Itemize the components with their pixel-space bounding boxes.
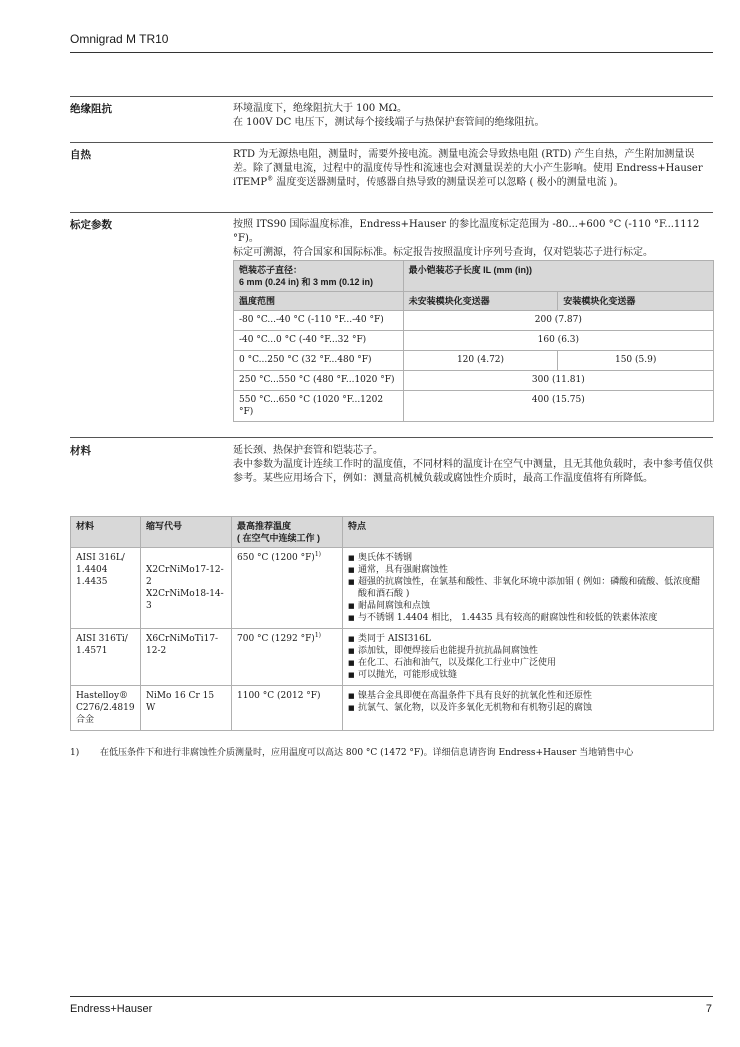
table-cell: -80 °C...-40 °C (-110 °F...-40 °F) bbox=[234, 311, 404, 331]
temp-value: 1100 °C (2012 °F) bbox=[237, 691, 321, 701]
section-label-calibration: 标定参数 bbox=[70, 219, 112, 231]
table-cell: 250 °C...550 °C (480 °F...1020 °F) bbox=[234, 371, 404, 391]
header-text: 最高推荐温度 bbox=[237, 521, 292, 531]
section-label-materials: 材料 bbox=[70, 445, 91, 457]
table-cell: 300 (11.81) bbox=[403, 371, 713, 391]
section-body-calibration bbox=[233, 218, 713, 260]
section-divider bbox=[70, 212, 713, 213]
list-item: ■ 添加钛，即便焊接后也能提升抗抗晶间腐蚀性 bbox=[348, 645, 708, 657]
table-header-cell: 材料 bbox=[71, 517, 141, 548]
materials-table bbox=[70, 516, 714, 731]
table-header-cell: 未安装模块化变送器 bbox=[403, 292, 558, 311]
table-cell: -40 °C...0 °C (-40 °F...32 °F) bbox=[234, 331, 404, 351]
page-number: 7 bbox=[705, 1003, 712, 1015]
list-item: ■ 超强的抗腐蚀性，在氯基和酸性、非氧化环境中添加钼 ( 例如：磷酸和硫酸、低浓度醋酸和酒石酸 ) bbox=[348, 576, 708, 600]
footnote-text: 在低压条件下和进行非腐蚀性介质测量时，应用温度可以高达 800 °C (1472 °F)。详细信息请咨询 Endress+Hauser 当地销售中心 bbox=[100, 748, 634, 758]
header-text: 铠装芯子直径： bbox=[239, 265, 303, 275]
material-line: 1.4571 bbox=[76, 646, 108, 656]
code-line bbox=[146, 552, 226, 564]
footnote-ref: 1) bbox=[314, 632, 321, 639]
code-cell bbox=[141, 548, 232, 629]
table-row bbox=[234, 391, 714, 422]
temp-value: 700 °C (1292 °F) bbox=[237, 634, 315, 644]
table-row bbox=[234, 371, 714, 391]
temp-value: 650 °C (1200 °F) bbox=[237, 553, 315, 563]
text-part: 温度变送器测量时，传感器自热导致的测量误差可以忽略 ( 极小的测量电流 )。 bbox=[273, 177, 624, 188]
table-cell: 0 °C...250 °C (32 °F...480 °F) bbox=[234, 351, 404, 371]
section-label-insulation: 绝缘阻抗 bbox=[70, 103, 112, 115]
table-cell: 400 (15.75) bbox=[403, 391, 713, 422]
table-header-cell bbox=[232, 517, 343, 548]
list-item: ■ 镍基合金具即便在高温条件下具有良好的抗氧化性和还原性 bbox=[348, 690, 708, 702]
table-header-row bbox=[71, 517, 714, 548]
section-label-self-heating: 自热 bbox=[70, 149, 91, 161]
text-paragraph bbox=[233, 148, 713, 190]
table-row bbox=[71, 548, 714, 629]
feature-list bbox=[348, 690, 708, 714]
list-item: ■ 与不锈钢 1.4404 相比， 1.4435 具有较高的耐腐蚀性和较低的铁素体浓度 bbox=[348, 612, 708, 624]
table-row bbox=[71, 629, 714, 686]
table-cell: 200 (7.87) bbox=[403, 311, 713, 331]
calibration-table bbox=[233, 260, 714, 422]
text-line: 按照 ITS90 国际温度标准，Endress+Hauser 的参比温度标定范围为 -80...+600 °C (-110 °F...1112 °F)。 bbox=[233, 219, 700, 244]
material-line: AISI 316Ti/ bbox=[76, 634, 128, 644]
list-item: ■ 抗氯气、氯化物，以及许多氧化无机物和有机物引起的腐蚀 bbox=[348, 702, 708, 714]
code-line: X2CrNiMo17-12-2 bbox=[146, 565, 224, 587]
section-divider bbox=[70, 96, 713, 97]
code-cell bbox=[141, 629, 232, 686]
table-cell: 160 (6.3) bbox=[403, 331, 713, 351]
temp-cell bbox=[232, 629, 343, 686]
features-cell bbox=[343, 548, 714, 629]
table-row bbox=[71, 686, 714, 731]
footnote bbox=[70, 746, 633, 760]
features-cell bbox=[343, 629, 714, 686]
footer-brand: Endress+Hauser bbox=[70, 1003, 153, 1015]
material-line: Hastelloy® bbox=[76, 691, 129, 701]
text-part: RTD 为无源热电阻，测量时，需要外接电流。测量电流会导致热电阻 (RTD) 产生自热，产生附加测量误差。除了测量电流，过程中的温度传导性和流速也会对测量误差的大小产生影响。使用 Endress+Hauser iTEMP bbox=[233, 149, 703, 188]
code-cell bbox=[141, 686, 232, 731]
section-body-insulation bbox=[233, 102, 713, 130]
material-line: AISI 316L/ bbox=[76, 553, 125, 563]
code-line: X2CrNiMo18-14-3 bbox=[146, 589, 224, 611]
material-cell bbox=[71, 686, 141, 731]
table-header-cell: 安装模块化变送器 bbox=[558, 292, 714, 311]
list-item: ■ 可以抛光，可能形成钛缝 bbox=[348, 669, 708, 681]
header-title: Omnigrad M TR10 bbox=[70, 32, 169, 46]
material-line: C276/2.4819 bbox=[76, 703, 135, 713]
footnote-ref: 1) bbox=[314, 551, 321, 558]
table-header-cell: 缩写代号 bbox=[141, 517, 232, 548]
temp-cell bbox=[232, 548, 343, 629]
table-header-cell: 温度范围 bbox=[234, 292, 404, 311]
temp-cell bbox=[232, 686, 343, 731]
feature-list bbox=[348, 633, 708, 681]
list-item: ■ 奥氏体不锈钢 bbox=[348, 552, 708, 564]
list-item: ■ 耐晶间腐蚀和点蚀 bbox=[348, 600, 708, 612]
table-header-cell bbox=[234, 261, 404, 292]
table-header-row bbox=[234, 261, 714, 292]
list-item: ■ 类同于 AISI316L bbox=[348, 633, 708, 645]
registered-mark: ® bbox=[267, 175, 274, 183]
table-cell: 550 °C...650 °C (1020 °F...1202 °F) bbox=[234, 391, 404, 422]
text-line: 环境温度下，绝缘阻抗大于 100 MΩ。 bbox=[233, 103, 407, 114]
footnote-mark: 1) bbox=[70, 748, 80, 758]
material-line: 1.4435 bbox=[76, 577, 108, 587]
text-line: 在 100V DC 电压下，测试每个接线端子与热保护套管间的绝缘阻抗。 bbox=[233, 117, 545, 128]
material-line: 合金 bbox=[76, 715, 95, 725]
list-item: ■ 通常，具有强耐腐蚀性 bbox=[348, 564, 708, 576]
text-line: 表中参数为温度计连续工作时的温度值，不同材料的温度计在空气中测量，且无其他负载时，表中参考值仅供参考。某些应用场合下，例如：测量高机械负载或腐蚀性介质时，最高工作温度值将有所降低。 bbox=[233, 459, 713, 484]
material-cell bbox=[71, 548, 141, 629]
feature-list bbox=[348, 552, 708, 624]
table-row bbox=[234, 311, 714, 331]
table-header-cell: 最小铠装芯子长度 IL (mm (in)) bbox=[403, 261, 713, 292]
text-line: 标定可溯源，符合国家和国际标准。标定报告按照温度计序列号查询，仅对铠装芯子进行标定。 bbox=[233, 247, 653, 258]
section-body-self-heating bbox=[233, 148, 713, 190]
section-divider bbox=[70, 142, 713, 143]
section-body-materials bbox=[233, 444, 713, 486]
header-rule bbox=[70, 52, 713, 53]
material-line: 1.4404 bbox=[76, 565, 108, 575]
code-line: X6CrNiMoTi17-12-2 bbox=[146, 634, 219, 656]
table-row bbox=[234, 351, 714, 371]
header-text: ( 在空气中连续工作 ) bbox=[237, 533, 320, 543]
material-cell bbox=[71, 629, 141, 686]
text-line: 延长颈、热保护套管和铠装芯子。 bbox=[233, 445, 383, 456]
table-cell: 120 (4.72) bbox=[403, 351, 558, 371]
code-line: NiMo 16 Cr 15 W bbox=[146, 691, 215, 713]
section-divider bbox=[70, 437, 713, 438]
table-row bbox=[234, 331, 714, 351]
header-text: 6 mm (0.24 in) 和 3 mm (0.12 in) bbox=[239, 277, 374, 287]
features-cell bbox=[343, 686, 714, 731]
footer-rule bbox=[70, 996, 713, 997]
table-header-cell: 特点 bbox=[343, 517, 714, 548]
list-item: ■ 在化工、石油和油气，以及煤化工行业中广泛使用 bbox=[348, 657, 708, 669]
table-header-row bbox=[234, 292, 714, 311]
table-cell: 150 (5.9) bbox=[558, 351, 714, 371]
